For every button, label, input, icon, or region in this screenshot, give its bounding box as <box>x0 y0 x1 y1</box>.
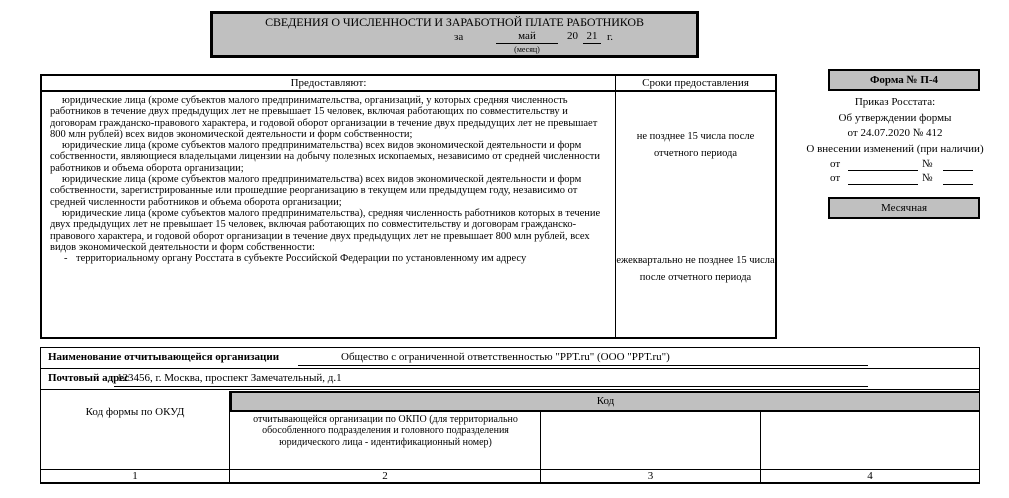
amendment-number-field[interactable] <box>943 184 973 185</box>
okud-code-header: Код формы по ОКУД <box>41 391 230 469</box>
provider-paragraph: юридические лица (кроме субъектов малого предпринимательства) всех видов экономической деятельности и форм собственности, являющиеся владельцами лицензии на добычу полезных ископаемых, независимо от средней численности работников и объема оборота организации; <box>50 140 600 174</box>
column-divider <box>615 76 616 337</box>
providers-header: Предоставляют: <box>290 77 367 89</box>
amendment-date-field[interactable] <box>848 184 918 185</box>
postal-address-row <box>41 369 979 390</box>
year-prefix: 20 <box>567 30 578 42</box>
recipient-bullet <box>50 253 610 264</box>
amendment-date-field[interactable] <box>848 170 918 171</box>
column-number-row <box>41 469 979 483</box>
deadlines-header: Сроки предоставления <box>642 77 749 89</box>
form-number-badge: Форма № П-4 <box>828 69 980 91</box>
from-label: от <box>830 158 841 170</box>
providers-table <box>40 74 777 339</box>
report-title-box <box>210 11 699 58</box>
codes-table <box>41 391 979 482</box>
amendment-number-field[interactable] <box>943 170 973 171</box>
column-number: 1 <box>41 470 230 484</box>
from-label: от <box>830 172 841 184</box>
provider-paragraph: юридические лица (кроме субъектов малого предпринимательства), средняя численность работников которых в течение двух предыдущих лет не превышает 15 человек, включая работающих по совместительству и договорам гражданско-правового характера, и годовой оборот организации в течение двух предыдущих лет не превышает 800 млн рублей, всех видов экономической деятельности и форм собственности: <box>50 207 601 253</box>
code-header: Код <box>230 391 979 412</box>
postal-address-label: Почтовый адрес <box>48 372 130 384</box>
dash-bullet-icon: - <box>64 253 68 265</box>
recipient-text: территориальному органу Росстата в субъекте Российской Федерации по установленному им адресу <box>76 253 527 265</box>
column-number: 4 <box>867 470 873 482</box>
report-title: СВЕДЕНИЯ О ЧИСЛЕННОСТИ И ЗАРАБОТНОЙ ПЛАТЕ РАБОТНИКОВ <box>265 15 644 29</box>
order-line: Об утверждении формы <box>838 111 952 124</box>
providers-header-row <box>42 76 775 92</box>
providers-list <box>50 95 610 264</box>
deadline-quarterly: ежеквартально не позднее 15 числа после отчетного периода <box>616 255 775 283</box>
deadline-monthly: не позднее 15 числа после отчетного периода <box>636 131 755 159</box>
organization-name-field[interactable]: Общество с ограниченной ответственностью "РРТ.ru" (ООО "РРТ.ru") <box>298 351 868 366</box>
postal-address-field[interactable]: 123456, г. Москва, проспект Замечательный, д.1 <box>114 372 868 387</box>
column-number: 2 <box>230 470 541 484</box>
number-label: № <box>922 172 933 184</box>
provider-paragraph: юридические лица (кроме субъектов малого предпринимательства) всех видов экономической деятельности и форм собственности, зарегистрированные или прошедшие реорганизацию в текущем или предыдущем году, независимо от средней численности работников и объема оборота организации; <box>50 174 582 208</box>
organization-name-label: Наименование отчитывающейся организации <box>48 351 280 363</box>
periodicity-badge: Месячная <box>828 197 980 219</box>
okpo-header: отчитывающейся организации по ОКПО (для территориально обособленного подразделения и головного подразделения юридического лица - идентификационный номер) <box>231 412 541 469</box>
organization-section <box>40 347 980 484</box>
order-line: от 24.07.2020 № 412 <box>847 127 943 139</box>
organization-name-row <box>41 348 979 369</box>
code-cell-3[interactable] <box>541 412 761 469</box>
column-number: 3 <box>541 470 761 484</box>
month-hint: (месяц) <box>514 45 540 54</box>
rosstat-order-block <box>790 95 1000 157</box>
year-field[interactable]: 21 <box>583 30 601 44</box>
year-unit: г. <box>607 31 614 43</box>
month-field[interactable]: май <box>496 30 558 44</box>
provider-paragraph: юридические лица (кроме субъектов малого предпринимательства, организаций, у которых средняя численность работников в течение двух предыдущих лет не превышает 15 человек, включая работающих по совместительству и договорам гражданско-правового характера, и годовой оборот организации в течение двух предыдущих лет не превышает 800 млн рублей) всех видов экономической деятельности и форм собственности; <box>50 95 598 140</box>
order-line: Приказ Росстата: <box>854 96 936 108</box>
number-label: № <box>922 158 933 170</box>
for-label: за <box>454 31 464 43</box>
order-line: О внесении изменений (при наличии) <box>806 142 984 155</box>
code-cell-4[interactable] <box>761 412 979 469</box>
